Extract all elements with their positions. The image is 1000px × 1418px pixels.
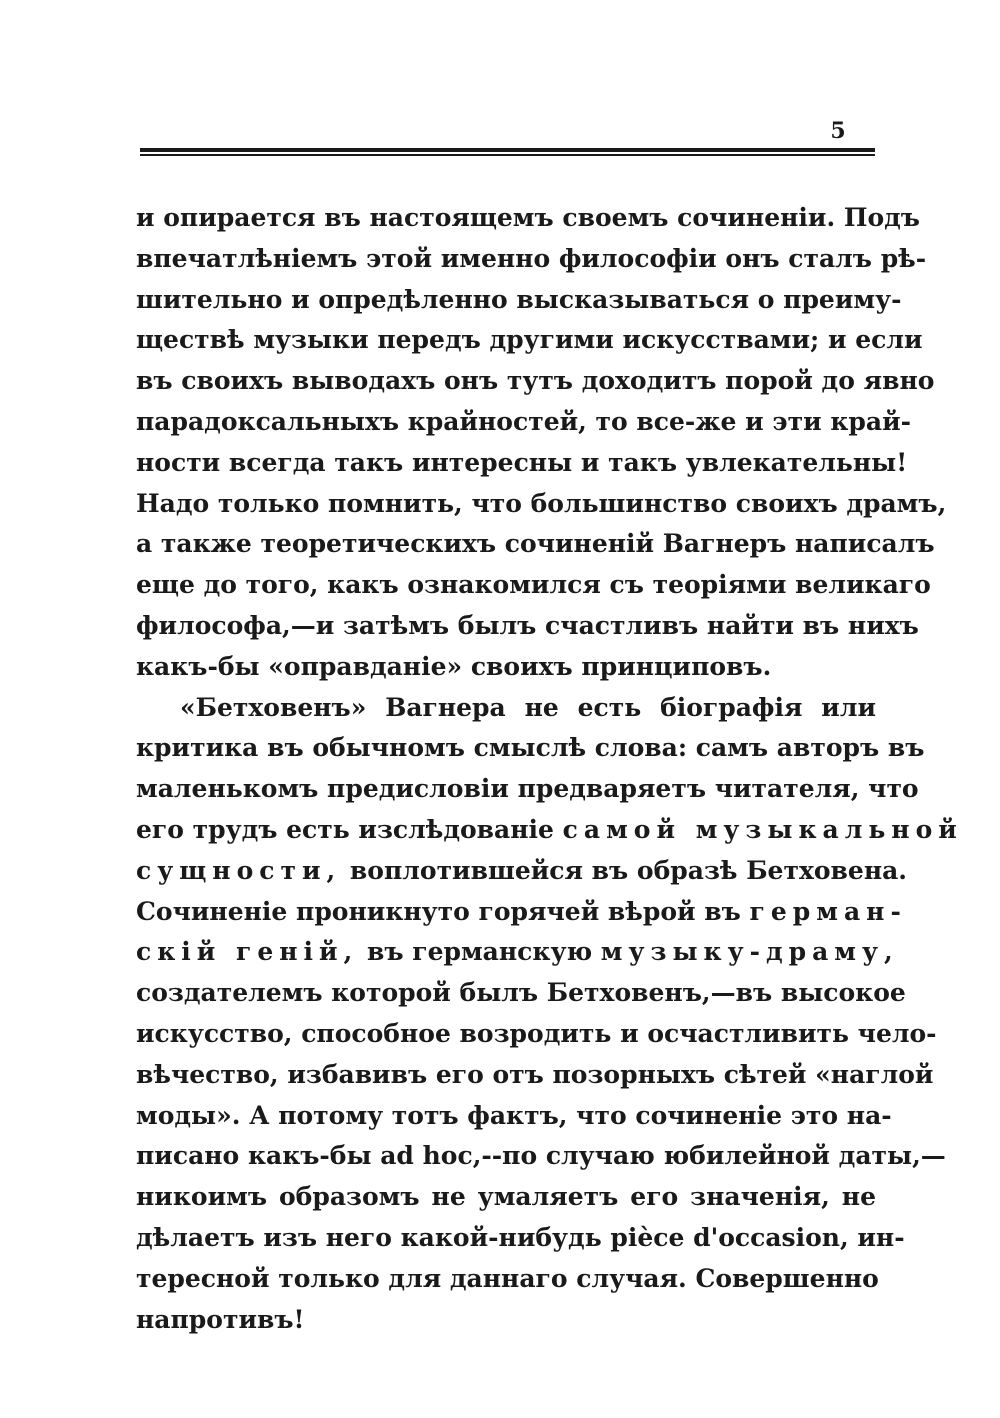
spaced-emphasis: герман- xyxy=(749,896,907,926)
text-line: «Бетховенъ» Вагнера не есть біографія или xyxy=(180,692,876,722)
text-line: никоимъ образомъ не умаляетъ его значенія, не xyxy=(136,1182,876,1212)
text-line xyxy=(136,851,908,892)
text-line: впечатлѣніемъ этой именно философіи онъ сталъ рѣ- xyxy=(136,243,927,273)
text-line xyxy=(136,810,963,851)
text-line: парадоксальныхъ крайностей, то все-же и эти край- xyxy=(136,406,911,436)
text-line: моды». А потому тотъ фактъ, что сочиненіе это на- xyxy=(136,1100,892,1130)
spaced-emphasis: самой музыкальной xyxy=(562,814,963,844)
text-line: еще до того, какъ ознакомился съ теоріями великаго xyxy=(136,570,931,600)
text-line: искусство, способное возродить и осчастливить чело- xyxy=(136,1018,937,1048)
text-line: дѣлаетъ изъ него какой-нибудь pièce d'occasion, ин- xyxy=(136,1222,905,1252)
text-line: въ своихъ выводахъ онъ тутъ доходитъ порой до явно xyxy=(136,366,935,396)
text-line: ществѣ музыки передъ другими искусствами; и если xyxy=(136,325,923,355)
text-line: ности всегда такъ интересны и такъ увлекательны! xyxy=(136,447,908,477)
text-line: тересной только для даннаго случая. Совершенно xyxy=(136,1263,879,1293)
page-number: 5 xyxy=(830,118,846,144)
text-line: а также теоретическихъ сочиненій Вагнеръ написалъ xyxy=(136,529,935,559)
text-line: какъ-бы «оправданіе» своихъ принциповъ. xyxy=(136,651,772,681)
spaced-emphasis: музыку-драму, xyxy=(600,937,899,967)
header-rule xyxy=(140,148,875,156)
text-segment: его трудъ есть изслѣдованіе xyxy=(136,814,563,844)
text-line: Надо только помнить, что большинство своихъ драмъ, xyxy=(136,488,947,518)
text-line: писано какъ-бы ad hoc,--по случаю юбилейной даты,— xyxy=(136,1141,946,1171)
text-line: создателемъ которой былъ Бетховенъ,—въ высокое xyxy=(136,978,906,1008)
text-segment: воплотившейся въ образѣ Бетховена. xyxy=(341,855,908,885)
spaced-emphasis: сущности, xyxy=(136,855,342,885)
text-line: вѣчество, избавивъ его отъ позорныхъ сѣтей «наглой xyxy=(136,1059,934,1089)
body-text xyxy=(136,198,963,1340)
text-line xyxy=(136,932,899,973)
text-line: шительно и опредѣленно высказываться о преиму- xyxy=(136,284,902,314)
text-segment: въ германскую xyxy=(358,937,601,967)
text-line: критика въ обычномъ смыслѣ слова: самъ авторъ въ xyxy=(136,733,925,763)
text-line: маленькомъ предисловіи предваряетъ читателя, что xyxy=(136,774,919,804)
text-line xyxy=(136,892,907,933)
text-line: и опирается въ настоящемъ своемъ сочиненіи. Подъ xyxy=(136,203,920,232)
header-rule-thin xyxy=(140,154,875,156)
text-line: напротивъ! xyxy=(136,1304,305,1334)
spaced-emphasis: скій геній, xyxy=(136,937,359,967)
text-segment: Сочиненіе проникнуто горячей вѣрой въ xyxy=(136,896,750,926)
text-line: философа,—и затѣмъ былъ счастливъ найти въ нихъ xyxy=(136,610,919,640)
